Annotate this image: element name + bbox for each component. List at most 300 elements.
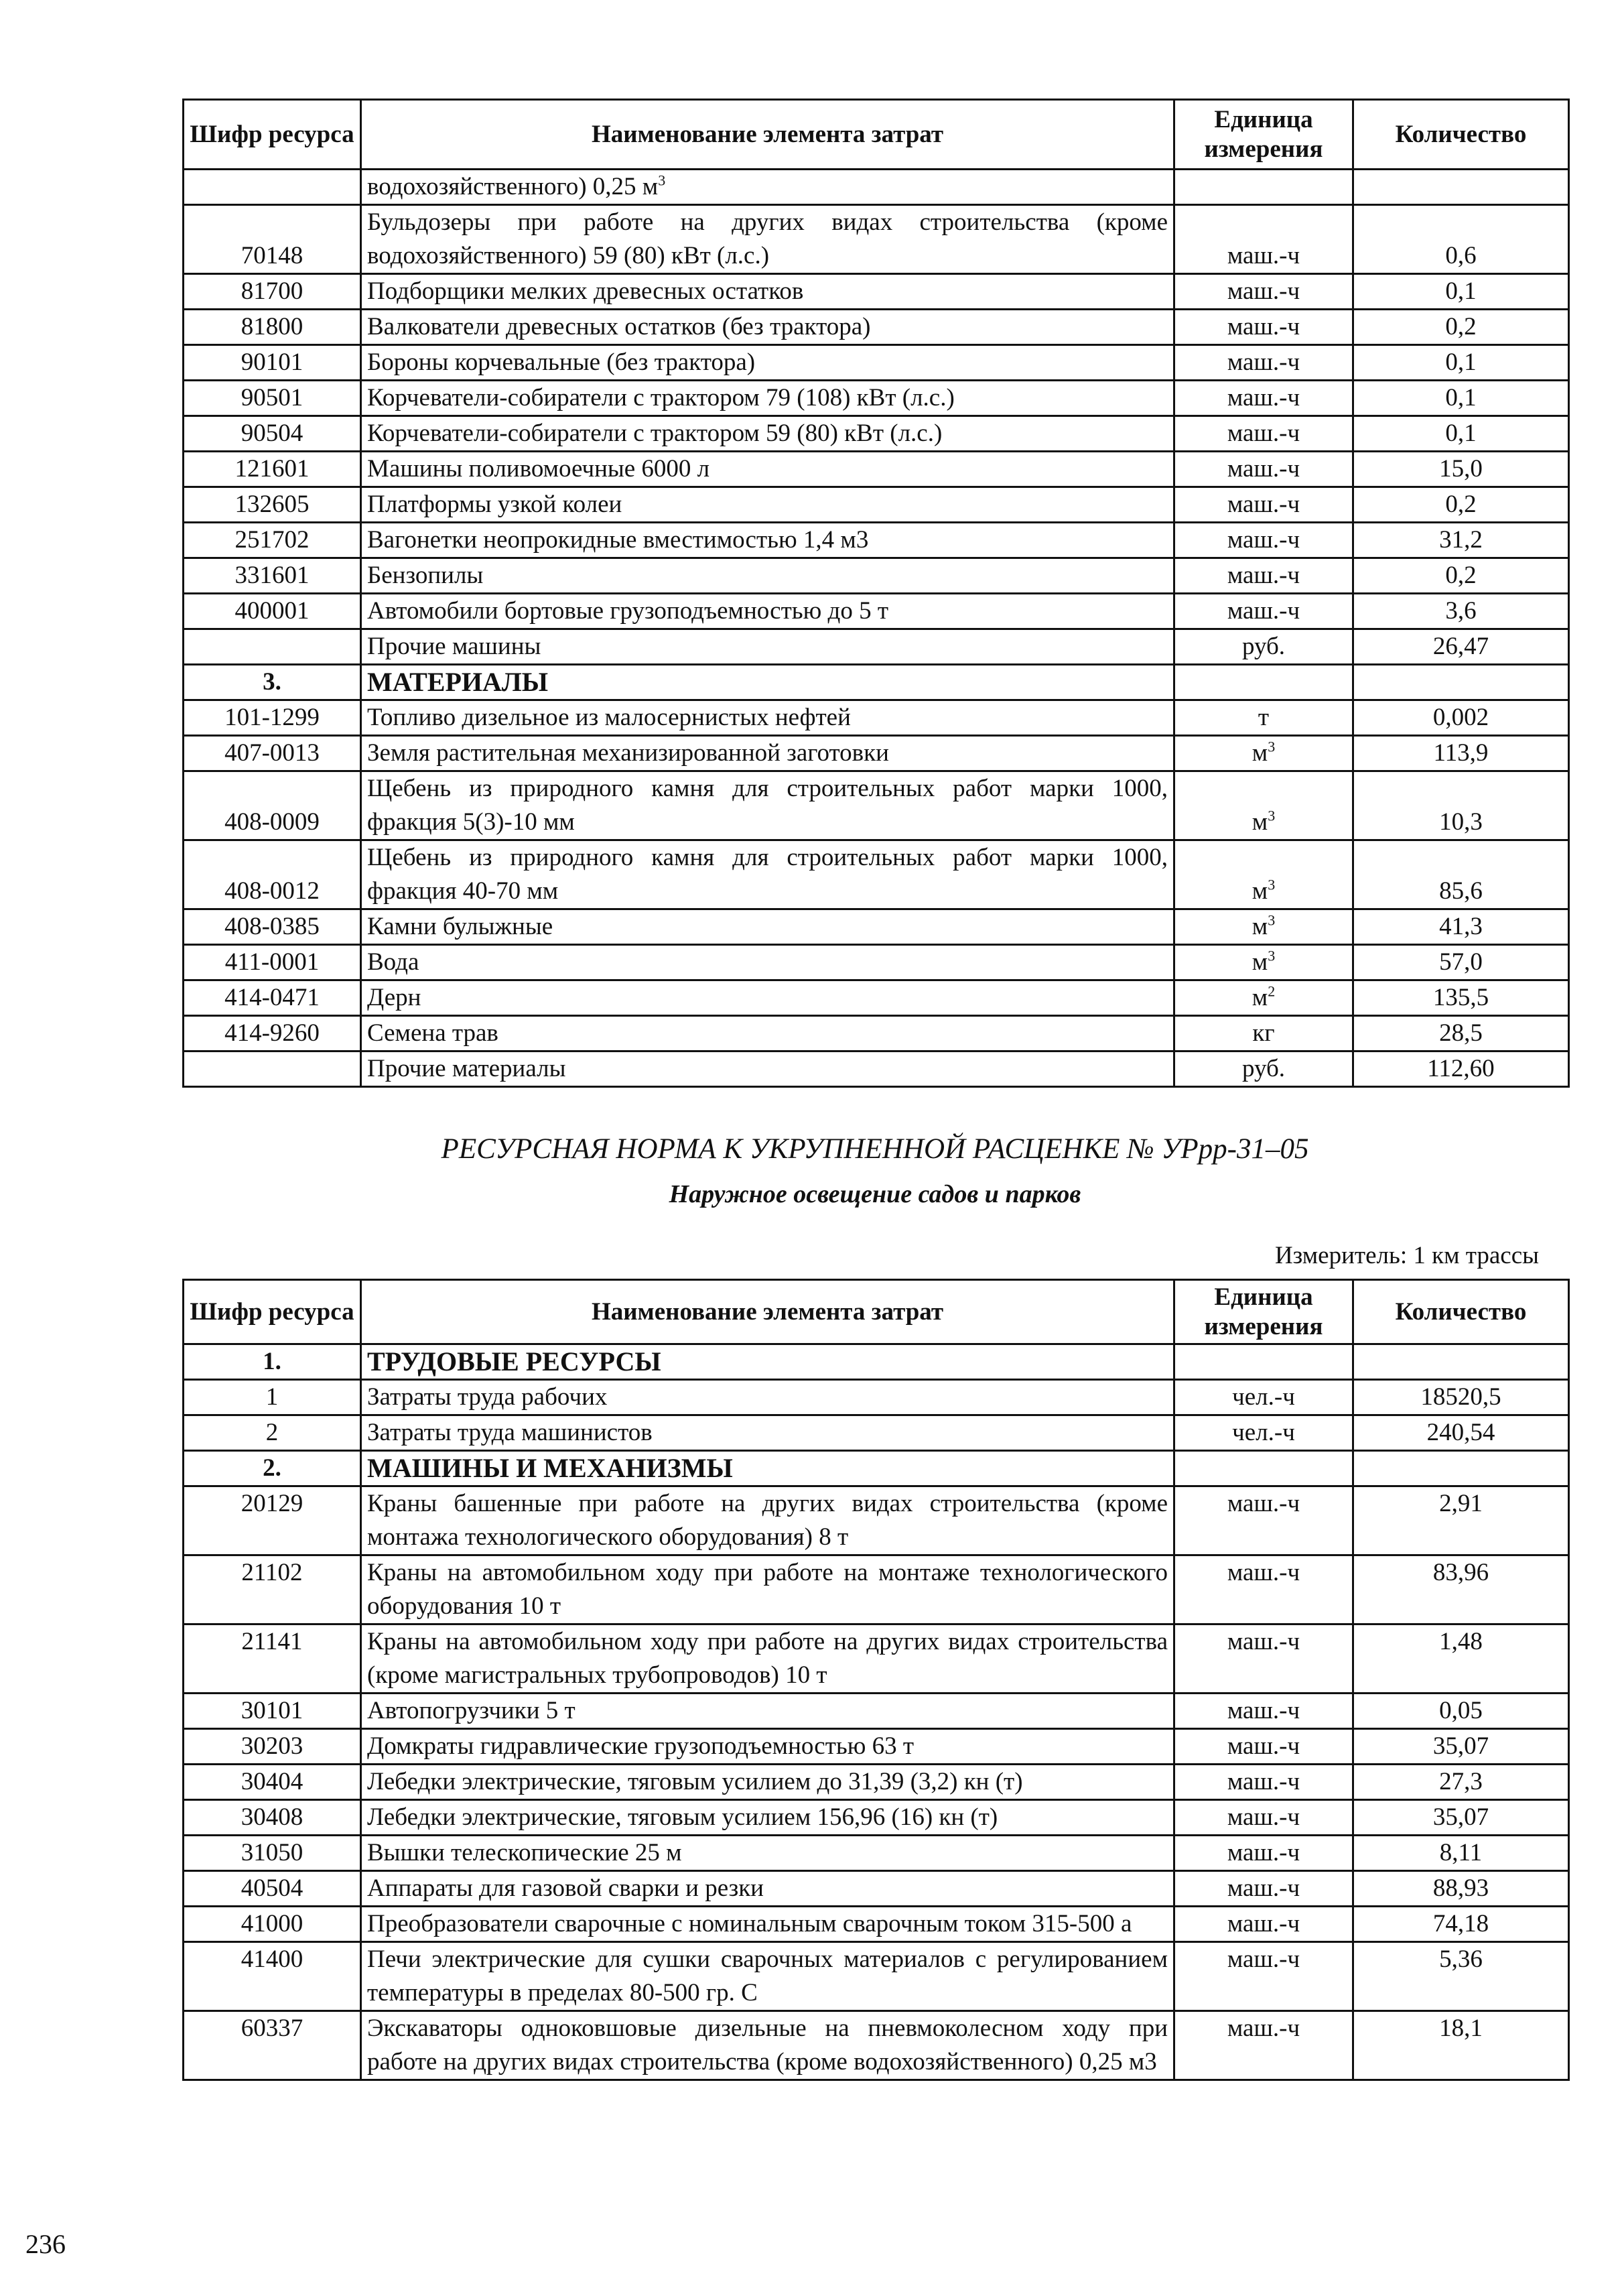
cell-unit-text: маш.-ч (1227, 1559, 1300, 1586)
cell-qty-text: 240,54 (1426, 1419, 1495, 1446)
cell-unit (1174, 840, 1353, 909)
cell-code-text: 411-0001 (224, 948, 320, 976)
cell-code-text: 41400 (241, 1946, 303, 1973)
cell-code-text: 1 (265, 1383, 279, 1411)
cell-unit (1174, 1907, 1353, 1942)
cell-qty-text: 0,2 (1445, 562, 1477, 589)
cell-unit-text: маш.-ч (1227, 562, 1300, 589)
cell-unit (1174, 558, 1353, 594)
cell-unit (1174, 1624, 1353, 1694)
cell-code (184, 980, 361, 1016)
cell-qty-text: 83,96 (1432, 1559, 1489, 1586)
cell-qty (1353, 1624, 1569, 1694)
cell-name-text: Вагонетки неопрокидные вместимостью 1,4 м3 (367, 526, 869, 554)
cell-name (361, 1942, 1174, 2011)
table-row (184, 170, 1569, 205)
cell-qty (1353, 945, 1569, 980)
cell-name-text: Аппараты для газовой сварки и резки (367, 1874, 764, 1902)
cell-name (361, 452, 1174, 487)
cell-code (184, 700, 361, 736)
header-unit: Единица измерения (1174, 1280, 1353, 1344)
cell-qty-text: 18520,5 (1420, 1383, 1501, 1411)
cell-name-text: МАШИНЫ И МЕХАНИЗМЫ (367, 1453, 733, 1483)
cell-code-text: 400001 (234, 597, 310, 625)
cell-qty-text: 26,47 (1432, 633, 1489, 660)
cell-unit (1174, 1800, 1353, 1836)
cell-qty-text: 0,002 (1432, 704, 1489, 731)
table-row (184, 274, 1569, 310)
cell-qty-text: 1,48 (1439, 1628, 1483, 1655)
cell-name-text: Лебедки электрические, тяговым усилием 156,96 (16) кн (т) (367, 1803, 998, 1831)
table-row (184, 1051, 1569, 1087)
table-row (184, 700, 1569, 736)
cell-code-text: 21141 (241, 1628, 303, 1655)
cell-qty (1353, 170, 1569, 205)
cell-name (361, 523, 1174, 558)
table-row (184, 1836, 1569, 1871)
cell-name-text: Краны башенные при работе на других видах строительства (кроме монтажа технологического оборудования) 8 т (367, 1490, 1168, 1551)
cell-unit (1174, 1380, 1353, 1415)
cell-code (184, 736, 361, 771)
cell-qty (1353, 1765, 1569, 1800)
cell-name-text: Щебень из природного камня для строительных работ марки 1000, фракция 40-70 мм (367, 844, 1168, 905)
cell-qty (1353, 310, 1569, 345)
cell-qty (1353, 1907, 1569, 1942)
cell-name (361, 665, 1174, 700)
cell-code-text: 90504 (241, 420, 303, 447)
cell-code (184, 381, 361, 416)
cell-name (361, 700, 1174, 736)
cell-name (361, 945, 1174, 980)
cell-code (184, 523, 361, 558)
cell-name-text: Подборщики мелких древесных остатков (367, 277, 804, 305)
table-row (184, 205, 1569, 274)
cell-qty-text: 85,6 (1439, 877, 1483, 905)
cell-unit-text: маш.-ч (1227, 277, 1300, 305)
cell-name (361, 594, 1174, 629)
table-row (184, 980, 1569, 1016)
cell-unit (1174, 771, 1353, 840)
cell-code-text: 121601 (234, 455, 310, 483)
cell-name (361, 1415, 1174, 1451)
cell-unit (1174, 1016, 1353, 1051)
cell-qty-text: 28,5 (1439, 1019, 1483, 1047)
cell-name-text: Топливо дизельное из малосернистых нефтей (367, 704, 851, 731)
cell-qty-text: 27,3 (1439, 1768, 1483, 1795)
cell-unit (1174, 1694, 1353, 1729)
cell-unit-text: т (1258, 704, 1270, 731)
cell-name (361, 1729, 1174, 1765)
cell-unit-text: маш.-ч (1227, 1697, 1300, 1724)
cell-unit (1174, 345, 1353, 381)
cell-code (184, 771, 361, 840)
cell-unit (1174, 310, 1353, 345)
cell-code (184, 1694, 361, 1729)
header-name: Наименование элемента затрат (361, 100, 1174, 170)
cell-name (361, 1344, 1174, 1380)
cell-qty-text: 0,1 (1445, 384, 1477, 411)
cell-name (361, 840, 1174, 909)
cell-name-text: Печи электрические для сушки сварочных материалов с регулированием температуры в пределах 80-500 гр. С (367, 1946, 1168, 2006)
cell-code (184, 1765, 361, 1800)
cell-code (184, 1016, 361, 1051)
cell-unit-text: маш.-ч (1227, 384, 1300, 411)
cell-qty (1353, 771, 1569, 840)
cell-qty (1353, 487, 1569, 523)
cell-qty-text: 15,0 (1439, 455, 1483, 483)
cell-unit (1174, 1942, 1353, 2011)
cell-unit-text: маш.-ч (1227, 1768, 1300, 1795)
cell-qty-text: 112,60 (1427, 1055, 1495, 1082)
cell-name-text: Бензопилы (367, 562, 484, 589)
cell-qty-text: 57,0 (1439, 948, 1483, 976)
cell-code-text: 408-0012 (224, 877, 320, 905)
cell-qty (1353, 1694, 1569, 1729)
table-row (184, 1694, 1569, 1729)
cell-unit (1174, 1729, 1353, 1765)
table-row (184, 1942, 1569, 2011)
cell-code (184, 487, 361, 523)
cell-code (184, 665, 361, 700)
cell-qty (1353, 700, 1569, 736)
cell-unit (1174, 1555, 1353, 1624)
cell-code-text: 90501 (241, 384, 303, 411)
cell-unit (1174, 416, 1353, 452)
table-row (184, 1016, 1569, 1051)
cell-qty (1353, 1871, 1569, 1907)
cell-qty (1353, 1016, 1569, 1051)
cell-name (361, 381, 1174, 416)
cell-code (184, 2011, 361, 2080)
cell-code-text: 30203 (241, 1732, 303, 1760)
cell-qty-text: 2,91 (1439, 1490, 1483, 1517)
table-row (184, 1871, 1569, 1907)
cell-name (361, 274, 1174, 310)
cell-unit (1174, 170, 1353, 205)
cell-code-text: 2 (265, 1419, 279, 1446)
table-row (184, 909, 1569, 945)
cell-code-text: 30404 (241, 1768, 303, 1795)
resource-table-1 (182, 99, 1570, 1088)
cell-name (361, 1451, 1174, 1486)
cell-unit-text: руб. (1241, 1055, 1286, 1082)
cell-unit (1174, 1344, 1353, 1380)
cell-code-text: 3. (263, 668, 281, 696)
cell-qty (1353, 345, 1569, 381)
section-row (184, 1344, 1569, 1380)
cell-unit-text: маш.-ч (1227, 1839, 1300, 1866)
cell-code-text: 70148 (241, 242, 303, 269)
cell-unit (1174, 980, 1353, 1016)
cell-name (361, 1871, 1174, 1907)
cell-code (184, 1871, 361, 1907)
cell-name (361, 1380, 1174, 1415)
cell-unit (1174, 629, 1353, 665)
cell-code-text: 31050 (241, 1839, 303, 1866)
cell-name-text: Преобразователи сварочные с номинальным сварочным током 315-500 а (367, 1910, 1132, 1937)
table-row (184, 452, 1569, 487)
cell-code (184, 1380, 361, 1415)
cell-unit (1174, 1415, 1353, 1451)
cell-qty-text: 0,6 (1445, 242, 1477, 269)
cell-qty (1353, 205, 1569, 274)
cell-name (361, 629, 1174, 665)
cell-code (184, 840, 361, 909)
unit-superscript: 3 (1268, 807, 1276, 824)
cell-name-text: ТРУДОВЫЕ РЕСУРСЫ (367, 1346, 661, 1377)
cell-code (184, 310, 361, 345)
cell-code-text: 1. (263, 1348, 281, 1375)
cell-qty (1353, 1380, 1569, 1415)
cell-unit-text: кг (1252, 1019, 1275, 1047)
cell-code-text: 331601 (234, 562, 310, 589)
cell-name-text: Прочие машины (367, 633, 541, 660)
cell-qty (1353, 1344, 1569, 1380)
cell-code (184, 274, 361, 310)
cell-code (184, 1624, 361, 1694)
cell-unit-text: м (1252, 877, 1268, 905)
cell-code (184, 205, 361, 274)
table-row (184, 840, 1569, 909)
cell-unit (1174, 2011, 1353, 2080)
table-row (184, 1765, 1569, 1800)
cell-name-text: Корчеватели-собиратели с трактором 59 (80) кВт (л.с.) (367, 420, 943, 447)
table-row (184, 523, 1569, 558)
table-row (184, 1415, 1569, 1451)
cell-code (184, 629, 361, 665)
cell-unit (1174, 452, 1353, 487)
cell-unit (1174, 1051, 1353, 1087)
cell-code (184, 416, 361, 452)
cell-qty (1353, 558, 1569, 594)
cell-name (361, 980, 1174, 1016)
cell-name-text: Лебедки электрические, тяговым усилием до 31,39 (3,2) кн (т) (367, 1768, 1023, 1795)
cell-qty (1353, 594, 1569, 629)
cell-unit (1174, 274, 1353, 310)
cell-code-text: 414-0471 (224, 984, 320, 1011)
cell-name (361, 1907, 1174, 1942)
cell-unit (1174, 665, 1353, 700)
page-number: 236 (25, 2229, 66, 2259)
cell-code-text: 408-0385 (224, 913, 320, 940)
cell-unit-text: маш.-ч (1227, 526, 1300, 554)
page-title: РЕСУРСНАЯ НОРМА К УКРУПНЕННОЙ РАСЦЕНКЕ № УРрр-31–05 (441, 1133, 1309, 1165)
unit-superscript: 3 (1268, 738, 1276, 755)
cell-name-text: Затраты труда рабочих (367, 1383, 608, 1411)
table-row (184, 487, 1569, 523)
cell-unit-text: маш.-ч (1227, 455, 1300, 483)
cell-qty (1353, 1451, 1569, 1486)
cell-name-text: Краны на автомобильном ходу при работе на монтаже технологического оборудования 10 т (367, 1559, 1168, 1620)
cell-qty (1353, 1486, 1569, 1555)
cell-name-text: Корчеватели-собиратели с трактором 79 (108) кВт (л.с.) (367, 384, 955, 411)
cell-unit-text: м (1252, 984, 1268, 1011)
cell-name-text: МАТЕРИАЛЫ (367, 667, 548, 697)
cell-qty-text: 5,36 (1439, 1946, 1483, 1973)
cell-unit-text: маш.-ч (1227, 1910, 1300, 1937)
cell-name-text: Экскаваторы одноковшовые дизельные на пневмоколесном ходу при работе на других видах строительства (кроме водохозяйственного) 0,25 м3 (367, 2015, 1168, 2076)
cell-unit-text: маш.-ч (1227, 491, 1300, 518)
header-qty: Количество (1353, 100, 1569, 170)
cell-unit-text: чел.-ч (1232, 1419, 1295, 1446)
cell-qty (1353, 1555, 1569, 1624)
cell-code (184, 558, 361, 594)
page-subtitle: Наружное освещение садов и парков (669, 1180, 1081, 1208)
header-name: Наименование элемента затрат (361, 1280, 1174, 1344)
cell-qty-text: 0,2 (1445, 313, 1477, 340)
cell-code (184, 909, 361, 945)
cell-name-text: Валкователи древесных остатков (без трактора) (367, 313, 871, 340)
cell-unit-text: маш.-ч (1227, 2015, 1300, 2042)
cell-code-text: 2. (263, 1454, 281, 1482)
cell-code (184, 1555, 361, 1624)
table-row (184, 1800, 1569, 1836)
cell-name-text: Бульдозеры при работе на других видах строительства (кроме водохозяйственного) 59 (80) кВт (л.с.) (367, 208, 1168, 269)
cell-unit-text: м (1252, 913, 1268, 940)
unit-superscript: 2 (1268, 982, 1276, 1000)
table-row (184, 1555, 1569, 1624)
table-row (184, 558, 1569, 594)
cell-name (361, 345, 1174, 381)
cell-code-text: 407-0013 (224, 739, 320, 767)
cell-code (184, 1729, 361, 1765)
table-header-row (184, 1280, 1569, 1344)
cell-code-text: 30408 (241, 1803, 303, 1831)
cell-unit-text: маш.-ч (1227, 1803, 1300, 1831)
cell-name (361, 1555, 1174, 1624)
cell-name-text: Машины поливомоечные 6000 л (367, 455, 710, 483)
cell-qty-text: 113,9 (1433, 739, 1489, 767)
cell-code-text: 41000 (241, 1910, 303, 1937)
cell-unit-text: маш.-ч (1227, 597, 1300, 625)
cell-unit (1174, 736, 1353, 771)
cell-unit (1174, 945, 1353, 980)
cell-name (361, 771, 1174, 840)
table-row (184, 594, 1569, 629)
cell-code (184, 1836, 361, 1871)
unit-superscript: 3 (1268, 876, 1276, 893)
cell-qty (1353, 452, 1569, 487)
cell-unit-text: маш.-ч (1227, 1490, 1300, 1517)
table-body (184, 1344, 1569, 2080)
cell-name-text: Вода (367, 948, 419, 976)
cell-code (184, 1451, 361, 1486)
cell-qty (1353, 1942, 1569, 2011)
table-row (184, 381, 1569, 416)
section-row (184, 665, 1569, 700)
table-row (184, 1380, 1569, 1415)
cell-unit (1174, 1836, 1353, 1871)
cell-qty (1353, 381, 1569, 416)
cell-qty (1353, 1729, 1569, 1765)
cell-code (184, 1051, 361, 1087)
cell-qty-text: 3,6 (1445, 597, 1477, 625)
cell-name-text: водохозяйственного) 0,25 м (367, 173, 659, 200)
header-code: Шифр ресурса (184, 1280, 361, 1344)
cell-qty-text: 31,2 (1439, 526, 1483, 554)
cell-code-text: 132605 (234, 491, 310, 518)
cell-qty-text: 35,07 (1432, 1803, 1489, 1831)
table-row (184, 945, 1569, 980)
cell-name (361, 1051, 1174, 1087)
cell-code (184, 1486, 361, 1555)
cell-name (361, 310, 1174, 345)
cell-name-text: Прочие материалы (367, 1055, 566, 1082)
cell-qty (1353, 1836, 1569, 1871)
resource-table-2 (182, 1279, 1570, 2081)
header-code: Шифр ресурса (184, 100, 361, 170)
section-row (184, 1451, 1569, 1486)
cell-name (361, 1765, 1174, 1800)
cell-name-text: Автопогрузчики 5 т (367, 1697, 576, 1724)
cell-code (184, 1800, 361, 1836)
cell-name (361, 909, 1174, 945)
cell-name-text: Бороны корчевальные (без трактора) (367, 348, 756, 376)
cell-code-text: 90101 (241, 348, 303, 376)
cell-unit-text: маш.-ч (1227, 242, 1300, 269)
cell-code-text: 101-1299 (224, 704, 320, 731)
cell-unit (1174, 594, 1353, 629)
cell-name (361, 1624, 1174, 1694)
cell-qty (1353, 840, 1569, 909)
cell-name (361, 170, 1174, 205)
cell-code-text: 40504 (241, 1874, 303, 1902)
cell-code-text: 414-9260 (224, 1019, 320, 1047)
cell-code (184, 452, 361, 487)
cell-code (184, 1942, 361, 2011)
cell-unit-text: маш.-ч (1227, 1874, 1300, 1902)
cell-unit (1174, 381, 1353, 416)
cell-qty-text: 41,3 (1439, 913, 1483, 940)
table-row (184, 629, 1569, 665)
cell-unit (1174, 1871, 1353, 1907)
cell-qty (1353, 980, 1569, 1016)
cell-qty-text: 35,07 (1432, 1732, 1489, 1760)
cell-code (184, 170, 361, 205)
cell-qty (1353, 274, 1569, 310)
cell-name-text: Семена трав (367, 1019, 498, 1047)
cell-qty (1353, 1051, 1569, 1087)
cell-name (361, 1486, 1174, 1555)
cell-name-text: Домкраты гидравлические грузоподъемностью 63 т (367, 1732, 915, 1760)
cell-unit-text: м (1252, 808, 1268, 836)
cell-unit-text: м (1252, 739, 1268, 767)
cell-unit-text: руб. (1241, 633, 1286, 660)
cell-qty (1353, 1800, 1569, 1836)
cell-unit-text: маш.-ч (1227, 1946, 1300, 1973)
table-row (184, 1624, 1569, 1694)
unit-superscript: 3 (1268, 911, 1276, 929)
cell-name (361, 1800, 1174, 1836)
cell-qty (1353, 629, 1569, 665)
unit-superscript: 3 (1268, 947, 1276, 964)
cell-qty-text: 0,1 (1445, 277, 1477, 305)
table-row (184, 771, 1569, 840)
cell-code (184, 945, 361, 980)
cell-code-text: 81700 (241, 277, 303, 305)
cell-code-text: 251702 (234, 526, 310, 554)
cell-name (361, 736, 1174, 771)
table-row (184, 1729, 1569, 1765)
cell-code-text: 30101 (241, 1697, 303, 1724)
table-header-row (184, 100, 1569, 170)
cell-unit (1174, 1486, 1353, 1555)
table-row (184, 310, 1569, 345)
cell-qty (1353, 523, 1569, 558)
cell-qty-text: 88,93 (1432, 1874, 1489, 1902)
cell-name-text: Вышки телескопические 25 м (367, 1839, 682, 1866)
cell-qty (1353, 909, 1569, 945)
